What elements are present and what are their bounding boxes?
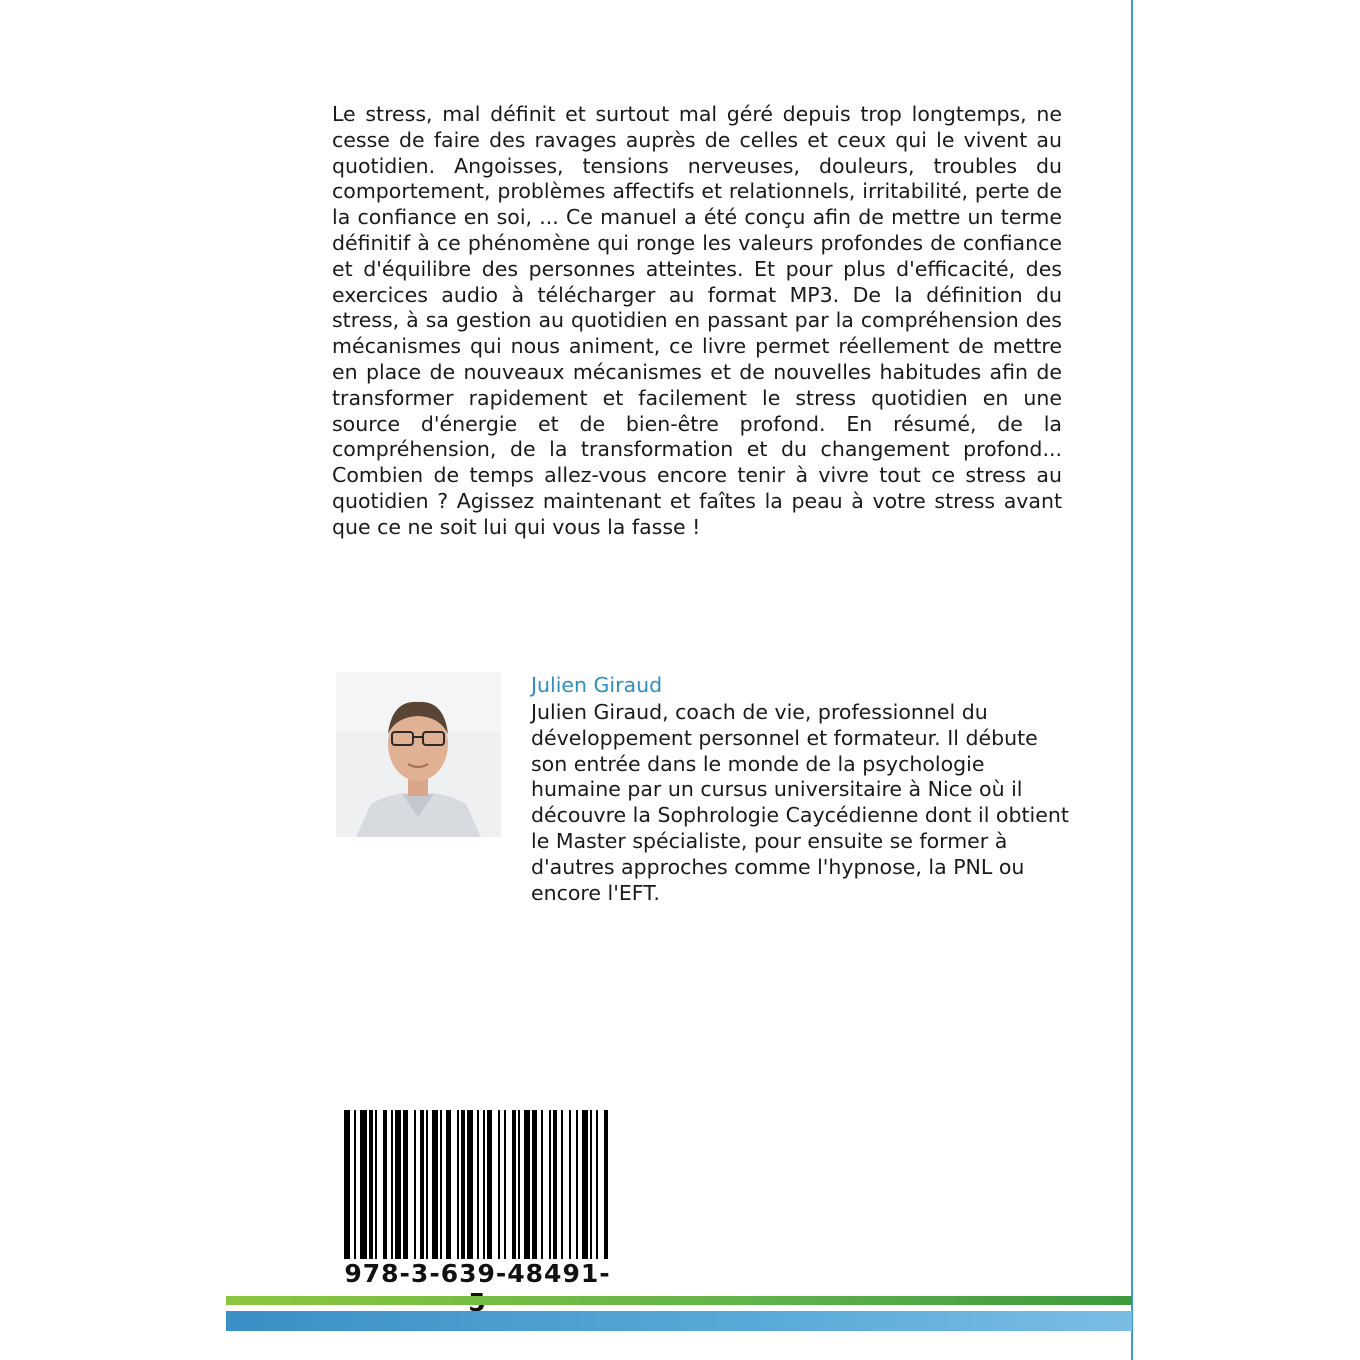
- author-name: Julien Giraud: [531, 673, 663, 697]
- back-cover-blurb: Le stress, mal définit et surtout mal géré depuis trop longtemps, ne cesse de faire des ravages auprès de celles et ceux qui le vivent au quotidien. Angoisses, tensions nerveuses, douleurs, troubles du comportement, problèmes affectifs et relationnels, irritabilité, perte de la confiance en soi, ... Ce manuel a été conçu afin de mettre un terme définitif à ce phénomène qui ronge les valeurs profondes de confiance et d'équilibre des personnes atteintes. Et pour plus d'efficacité, des exercices audio à télécharger au format MP3. De la définition du stress, à sa gestion au quotidien en passant par la compréhension des mécanismes qui nous animent, ce livre permet réellement de mettre en place de nouveaux mécanismes et de nouvelles habitudes afin de transformer rapidement et facilement le stress quotidien en une source d'énergie et de bien-être profond. En résumé, de la compréhension, de la transformation et du changement profond... Combien de temps allez-vous encore tenir à vivre tout ce stress au quotidien ? Agissez maintenant et faîtes la peau à votre stress avant que ce ne soit lui qui vous la fasse !: [332, 102, 1062, 539]
- isbn-barcode: [344, 1110, 611, 1259]
- barcode-bar: [608, 1110, 610, 1259]
- isbn-number: 978-3-639-48491-: [344, 1259, 611, 1288]
- author-photo: [336, 672, 501, 837]
- author-bio: Julien Giraud, coach de vie, professionnel du développement personnel et formateur. Il débute son entrée dans le monde de la psychologie humaine par un cursus universitaire à Nice où il découvre la Sophrologie Caycédienne dont il obtient le Master spécialiste, pour ensuite se former à d'autres approches comme l'hypnose, la PNL ou encore l'EFT.: [531, 700, 1069, 905]
- decorative-blue-stripe: [226, 1311, 1132, 1331]
- decorative-green-stripe: [226, 1296, 1132, 1305]
- spine-divider-line: [1131, 0, 1133, 1360]
